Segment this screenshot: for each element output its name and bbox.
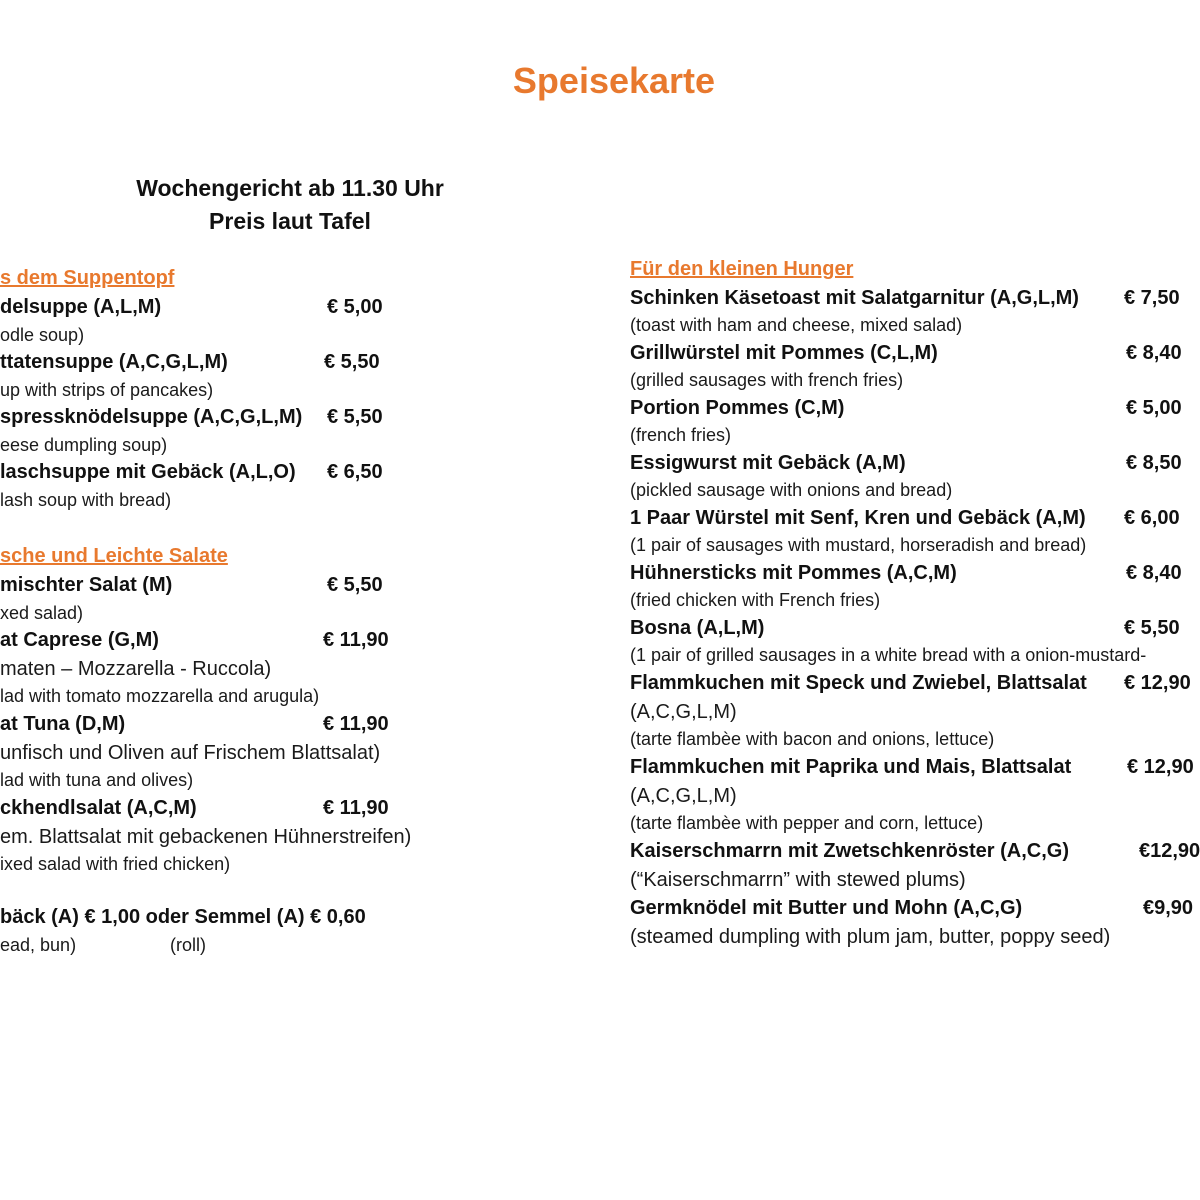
- soup-description: up with strips of pancakes): [0, 380, 214, 400]
- snack-price: € 6,00: [1124, 507, 1180, 529]
- soup-price: € 5,50: [327, 406, 383, 428]
- snack-price: € 5,50: [1124, 617, 1180, 639]
- salad-name: ckhendlsalat (A,C,M): [0, 797, 197, 819]
- weekly-special-price: Preis laut Tafel: [209, 208, 371, 234]
- salad-name: mischter Salat (M): [0, 574, 173, 596]
- snack-section-heading: Für den kleinen Hunger: [630, 258, 854, 280]
- snack-allergens: (A,C,G,L,M): [630, 785, 737, 807]
- weekly-special: [90, 172, 490, 238]
- salad-price: € 5,50: [327, 574, 383, 596]
- snack-price: € 12,90: [1124, 672, 1191, 694]
- snack-price: € 8,50: [1126, 452, 1182, 474]
- snack-description: (french fries): [630, 425, 732, 445]
- soup-name: laschsuppe mit Gebäck (A,L,O): [0, 461, 296, 483]
- salad-name: at Caprese (G,M): [0, 629, 159, 651]
- snack-price: €12,90: [1139, 840, 1200, 862]
- snack-name: Essigwurst mit Gebäck (A,M): [630, 452, 906, 474]
- weekly-special-time: Wochengericht ab 11.30 Uhr: [136, 175, 444, 201]
- bread-description: ead, bun): [0, 935, 77, 955]
- roll-description: (roll): [170, 935, 206, 955]
- snack-description: (steamed dumpling with plum jam, butter, poppy seed): [630, 926, 1111, 948]
- soup-price: € 6,50: [327, 461, 383, 483]
- soup-name: spressknödelsuppe (A,C,G,L,M): [0, 406, 303, 428]
- soup-description: odle soup): [0, 325, 85, 345]
- snack-price: € 7,50: [1124, 287, 1180, 309]
- snack-description: (fried chicken with French fries): [630, 590, 881, 610]
- menu-title: Speisekarte: [512, 60, 716, 101]
- salad-description-german: unfisch und Oliven auf Frischem Blattsalat): [0, 742, 381, 764]
- salad-price: € 11,90: [323, 629, 389, 651]
- salad-description: lad with tomato mozzarella and arugula): [0, 686, 320, 706]
- salad-description: xed salad): [0, 603, 84, 623]
- snack-description: (1 pair of sausages with mustard, horseradish and bread): [630, 535, 1087, 555]
- bread-item: bäck (A) € 1,00 oder Semmel (A) € 0,60: [0, 906, 366, 928]
- snack-description: (1 pair of grilled sausages in a white bread with a onion-mustard-: [630, 645, 1147, 665]
- snack-price: € 8,40: [1126, 342, 1182, 364]
- snack-name: Schinken Käsetoast mit Salatgarnitur (A,G,L,M): [630, 287, 1079, 309]
- soup-name: ttatensuppe (A,C,G,L,M): [0, 351, 228, 373]
- snack-price: €9,90: [1143, 897, 1194, 919]
- snack-name: Germknödel mit Butter und Mohn (A,C,G): [630, 897, 1023, 919]
- snack-description: (tarte flambèe with bacon and onions, lettuce): [630, 729, 995, 749]
- snack-description: (pickled sausage with onions and bread): [630, 480, 953, 500]
- snack-allergens: (A,C,G,L,M): [630, 701, 737, 723]
- snack-name: Bosna (A,L,M): [630, 617, 765, 639]
- snack-name: Portion Pommes (C,M): [630, 397, 845, 419]
- salad-description: ixed salad with fried chicken): [0, 854, 231, 874]
- soup-description: eese dumpling soup): [0, 435, 168, 455]
- snack-name: Grillwürstel mit Pommes (C,L,M): [630, 342, 938, 364]
- salad-price: € 11,90: [323, 713, 389, 735]
- soup-price: € 5,50: [324, 351, 380, 373]
- salad-description-german: maten – Mozzarella - Ruccola): [0, 658, 272, 680]
- snack-price: € 12,90: [1127, 756, 1194, 778]
- snack-name: Flammkuchen mit Speck und Zwiebel, Blattsalat: [630, 672, 1087, 694]
- salad-name: at Tuna (D,M): [0, 713, 126, 735]
- snack-name: Kaiserschmarrn mit Zwetschkenröster (A,C,G): [630, 840, 1070, 862]
- snack-name: 1 Paar Würstel mit Senf, Kren und Gebäck (A,M): [630, 507, 1086, 529]
- salad-description: lad with tuna and olives): [0, 770, 194, 790]
- soup-price: € 5,00: [327, 296, 383, 318]
- snack-description: (toast with ham and cheese, mixed salad): [630, 315, 963, 335]
- snack-description: (“Kaiserschmarrn” with stewed plums): [630, 869, 966, 891]
- snack-name: Flammkuchen mit Paprika und Mais, Blattsalat: [630, 756, 1072, 778]
- snack-description: (grilled sausages with french fries): [630, 370, 904, 390]
- salad-section-heading: sche und Leichte Salate: [0, 545, 228, 567]
- soup-name: delsuppe (A,L,M): [0, 296, 162, 318]
- snack-price: € 5,00: [1126, 397, 1182, 419]
- soup-description: lash soup with bread): [0, 490, 172, 510]
- salad-price: € 11,90: [323, 797, 389, 819]
- snack-description: (tarte flambèe with pepper and corn, lettuce): [630, 813, 984, 833]
- snack-name: Hühnersticks mit Pommes (A,C,M): [630, 562, 957, 584]
- snack-price: € 8,40: [1126, 562, 1182, 584]
- soup-section-heading: s dem Suppentopf: [0, 267, 175, 289]
- salad-description-german: em. Blattsalat mit gebackenen Hühnerstreifen): [0, 826, 412, 848]
